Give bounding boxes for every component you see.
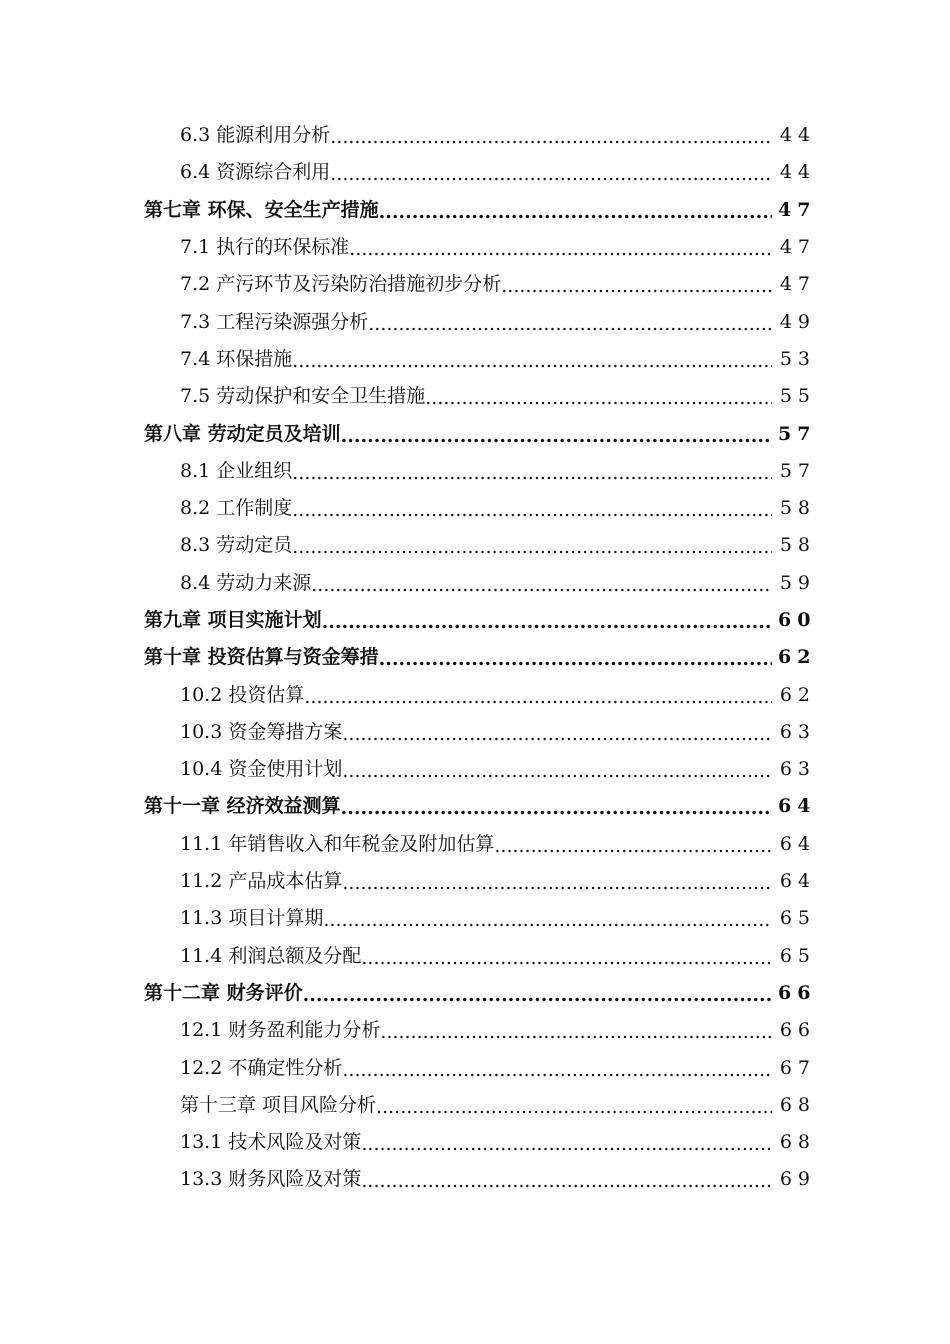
toc-section-entry[interactable]: [0, 378, 950, 415]
toc-entry-page: 65: [779, 907, 816, 930]
toc-leader-dots: [361, 1126, 772, 1163]
toc-entry-page: 64: [779, 832, 816, 855]
toc-leader-dots: [330, 119, 772, 156]
toc-entry-title: 11.1 年销售收入和年税金及附加估算: [180, 832, 495, 855]
toc-section-entry[interactable]: [0, 527, 950, 564]
toc-section-entry[interactable]: [0, 714, 950, 751]
toc-entry-page: 47: [778, 198, 817, 221]
toc-entry-title: 第十二章 财务评价: [144, 981, 303, 1004]
toc-entry-title: 10.3 资金筹措方案: [180, 720, 343, 743]
toc-section-entry[interactable]: [0, 341, 950, 378]
toc-leader-dots: [379, 194, 772, 231]
toc-entry-title: 8.2 工作制度: [180, 497, 293, 520]
toc-entry-title: 7.5 劳动保护和安全卫生措施: [180, 385, 426, 408]
toc-entry-title: 13.1 技术风险及对策: [180, 1131, 362, 1154]
toc-leader-dots: [303, 977, 772, 1014]
toc-section-entry[interactable]: [0, 453, 950, 490]
toc-chapter-entry[interactable]: [0, 639, 950, 676]
toc-entry-title: 6.4 资源综合利用: [180, 161, 331, 184]
toc-leader-dots: [292, 343, 772, 380]
toc-entry-title: 13.3 财务风险及对策: [180, 1168, 362, 1191]
toc-leader-dots: [368, 306, 772, 343]
toc-entry-title: 8.4 劳动力来源: [180, 571, 312, 594]
toc-entry-page: 57: [778, 422, 817, 445]
toc-entry-title: 第十一章 经济效益测算: [144, 795, 341, 818]
toc-entry-page: 57: [779, 459, 816, 482]
toc-entry-page: 62: [779, 683, 816, 706]
toc-entry-title: 7.4 环保措施: [180, 347, 293, 370]
toc-chapter-entry[interactable]: [0, 415, 950, 452]
toc-entry-title: 6.3 能源利用分析: [180, 124, 331, 147]
toc-leader-dots: [323, 902, 772, 939]
toc-entry-title: 7.2 产污环节及污染防治措施初步分析: [180, 273, 502, 296]
table-of-contents: [0, 117, 950, 1199]
toc-entry-title: 12.1 财务盈利能力分析: [180, 1019, 381, 1042]
toc-section-entry[interactable]: [0, 154, 950, 191]
toc-entry-page: 49: [779, 310, 816, 333]
toc-entry-title: 11.2 产品成本估算: [180, 870, 343, 893]
toc-entry-page: 55: [779, 385, 816, 408]
toc-section-entry[interactable]: [0, 117, 950, 154]
toc-leader-dots: [379, 641, 772, 678]
toc-entry-page: 47: [779, 273, 816, 296]
toc-leader-dots: [380, 1014, 772, 1051]
toc-entry-title: 11.3 项目计算期: [180, 907, 324, 930]
toc-leader-dots: [341, 418, 772, 455]
toc-entry-page: 44: [779, 161, 816, 184]
toc-entry-page: 58: [779, 497, 816, 520]
toc-leader-dots: [341, 790, 772, 827]
toc-leader-dots: [292, 455, 772, 492]
toc-leader-dots: [425, 380, 772, 417]
toc-chapter-entry[interactable]: [0, 192, 950, 229]
toc-section-entry[interactable]: [0, 863, 950, 900]
toc-leader-dots: [292, 492, 772, 529]
toc-entry-page: 63: [779, 720, 816, 743]
toc-entry-title: 10.2 投资估算: [180, 683, 305, 706]
toc-chapter-entry[interactable]: [0, 975, 950, 1012]
toc-entry-page: 68: [779, 1131, 816, 1154]
toc-entry-page: 64: [778, 795, 817, 818]
toc-entry-page: 66: [779, 1019, 816, 1042]
toc-section-entry[interactable]: [0, 229, 950, 266]
toc-entry-page: 64: [779, 870, 816, 893]
toc-leader-dots: [342, 716, 772, 753]
toc-section-entry[interactable]: [0, 1012, 950, 1049]
toc-leader-dots: [361, 940, 772, 977]
toc-entry-title: 12.2 不确定性分析: [180, 1056, 343, 1079]
toc-section-entry[interactable]: [0, 938, 950, 975]
toc-entry-title: 8.3 劳动定员: [180, 534, 293, 557]
toc-leader-dots: [342, 753, 772, 790]
toc-entry-page: 68: [779, 1093, 816, 1116]
toc-entry-title: 7.3 工程污染源强分析: [180, 310, 369, 333]
toc-section-entry[interactable]: [0, 1049, 950, 1086]
toc-entry-page: 69: [779, 1168, 816, 1191]
toc-entry-page: 62: [778, 646, 817, 669]
toc-leader-dots: [292, 529, 772, 566]
toc-chapter-entry[interactable]: [0, 602, 950, 639]
toc-section-entry[interactable]: [0, 826, 950, 863]
toc-entry-page: 65: [779, 944, 816, 967]
toc-entry-title: 第十三章 项目风险分析: [180, 1093, 377, 1116]
toc-entry-title: 第九章 项目实施计划: [144, 609, 322, 631]
toc-section-entry[interactable]: [0, 565, 950, 602]
toc-section-entry[interactable]: [0, 1124, 950, 1161]
toc-leader-dots: [322, 604, 772, 641]
toc-leader-dots: [349, 231, 772, 268]
toc-entry-title: 11.4 利润总额及分配: [180, 944, 362, 967]
toc-entry-page: 44: [779, 124, 816, 147]
toc-chapter-entry[interactable]: [0, 788, 950, 825]
toc-entry-page: 59: [779, 571, 816, 594]
toc-entry-page: 60: [778, 609, 817, 631]
toc-entry-title: 7.1 执行的环保标准: [180, 236, 350, 259]
toc-leader-dots: [311, 567, 772, 604]
toc-leader-dots: [361, 1163, 772, 1200]
toc-entry-page: 63: [779, 758, 816, 781]
toc-entry-title: 第十章 投资估算与资金筹措: [144, 646, 379, 669]
toc-entry-page: 47: [779, 236, 816, 259]
toc-entry-title: 第八章 劳动定员及培训: [144, 422, 341, 445]
toc-entry-page: 58: [779, 534, 816, 557]
toc-entry-page: 53: [779, 347, 816, 370]
toc-entry-title: 10.4 资金使用计划: [180, 758, 343, 781]
toc-entry-page: 66: [778, 981, 817, 1004]
toc-leader-dots: [501, 268, 772, 305]
toc-entry-title: 8.1 企业组织: [180, 459, 293, 482]
toc-section-entry[interactable]: [0, 1087, 950, 1124]
toc-section-entry[interactable]: [0, 266, 950, 303]
toc-entry-title: 第七章 环保、安全生产措施: [144, 198, 379, 221]
toc-leader-dots: [494, 828, 772, 865]
toc-leader-dots: [330, 156, 772, 193]
toc-section-entry[interactable]: [0, 676, 950, 713]
toc-leader-dots: [342, 1052, 772, 1089]
toc-section-entry[interactable]: [0, 900, 950, 937]
toc-leader-dots: [304, 679, 772, 716]
toc-section-entry[interactable]: [0, 751, 950, 788]
toc-leader-dots: [376, 1089, 772, 1126]
toc-entry-page: 67: [779, 1056, 816, 1079]
toc-section-entry[interactable]: [0, 490, 950, 527]
toc-section-entry[interactable]: [0, 1161, 950, 1198]
toc-section-entry[interactable]: [0, 303, 950, 340]
toc-leader-dots: [342, 865, 772, 902]
